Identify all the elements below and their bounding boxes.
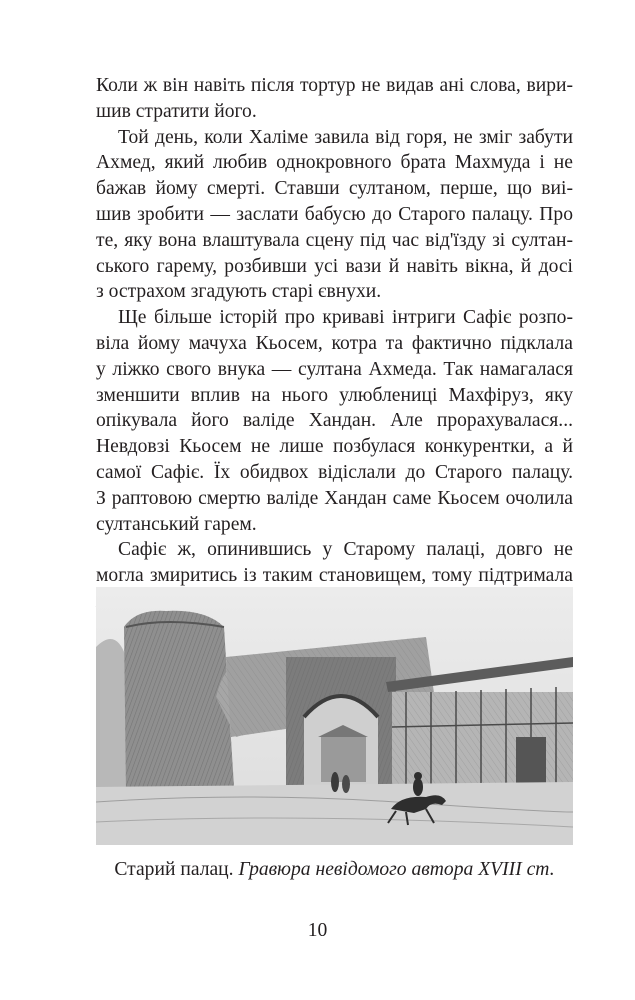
paragraph-3-line-8: З раптовою смертю валіде Хандан саме Кьосем очолила [96,487,573,509]
paragraph-2-line-5: те, яку вона влаштувала сцену під час від'їзду зі султан- [96,229,573,251]
paragraph-1-line-1: Коли ж він навіть після тортур не видав ані слова, вири- [96,75,573,96]
paragraph-3-line-5: опікувала його валіде Хандан. Але прорахувалася... [96,410,573,432]
paragraph-3-line-1: Ще більше історій про криваві інтриги Сафіє розпо- [118,307,573,329]
paragraph-2-line-1: Той день, коли Халіме завила від горя, не зміг забути [118,126,573,148]
old-palace-engraving [96,587,573,845]
paragraph-3-line-9: султанський гарем. [96,513,257,535]
paragraph-3-line-7: самої Сафіє. Їх обидвох відіслали до Старого палацу. [96,461,573,483]
paragraph-3-line-2: віла йому мачуха Кьосем, котра та фактично підклала [96,332,573,354]
paragraph-2-line-6: ського гарему, розбивши усі вази й навіть вікна, й досі [96,255,573,277]
caption-attribution: Гравюра невідомого автора XVIII ст. [238,859,555,880]
paragraph-2-line-4: шив зробити — заслати бабусю до Старого палацу. Про [96,203,573,225]
body-text [96,73,573,641]
paragraph-4-line-2: могла змиритись із таким становищем, тому підтримала [96,565,573,587]
figure-caption [96,858,573,882]
paragraph-2-line-3: бажав йому смерті. Ставши султаном, перше, що виі- [96,178,573,200]
page-number: 10 [307,920,328,941]
caption-title: Старий палац. [114,859,234,880]
paragraph-2-line-7: з острахом згадують старі євнухи. [96,281,382,303]
paragraph-1-line-2: шив стратити його. [96,100,257,122]
paragraph-4-line-1: Сафіє ж, опинившись у Старому палаці, довго не [118,539,573,561]
paragraph-3-line-6: Невдовзі Кьосем не лише позбулася конкурентки, а й [96,436,573,458]
engraving-illustration [96,587,573,845]
paragraph-3-line-4: зменшити вплив на нього улюблениці Махфіруз, яку [96,384,573,406]
paragraph-3-line-3: у ліжко свого внука — султана Ахмеда. Так намагалася [96,358,573,380]
paragraph-2-line-2: Ахмед, який любив однокровного брата Махмуда і не [96,152,573,174]
